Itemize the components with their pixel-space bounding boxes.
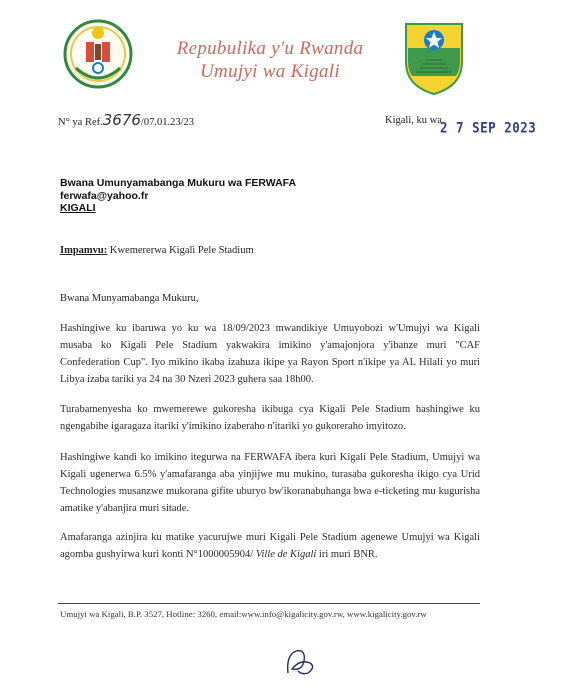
recipient-title: Bwana Umunyamabanga Mukuru wa FERWAFA <box>60 177 297 189</box>
subject-text: Kwemererwa Kigali Pele Stadium <box>107 245 254 256</box>
paragraph-3: Hashingiwe kandi ko imikino itegurwa na FERWAFA ibera kuri Kigali Pele Stadium, Umujyi wa Kigali ugenerwa 6.5% y'amafaranga aba yinjijwe mu mukino, turasaba gukoresha ikigo cya Urid Technologies musanzwe mukorana gifite uburyo bw'ikoranabuhanga bwa e-ticketing mu kugurisha amatike y'abanjira muri sitade. <box>60 452 480 514</box>
paragraph-1: Hashingiwe ku ibaruwa yo ku wa 18/09/2023 mwandikiye Umuyobozi w'Umujyi wa Kigali musaba ko Kigali Pele Stadium yakwakira imikino y'amajonjora y'ibanze muri "CAF Confederation Cup". Iyo mikino ikaba izahuza ikipe ya Rayon Sport n'ikipe ya AL Hilali yo muri Libya izaba tariki ya 24 na 30 Nzeri 2023 guhera saa 18h00. <box>60 323 480 385</box>
header-title-line2: Umujyi wa Kigali <box>200 61 340 82</box>
recipient-city: KIGALI <box>60 202 96 214</box>
signature-icon <box>282 645 318 679</box>
footer-contact: Umujyi wa Kigali, B.P. 3527, Hotline: 3260, email:www.info@kigalicity.gov.rw, www.kigalicity.gov.rw <box>60 609 427 619</box>
header-title-line1: Repubulika y'u Rwanda <box>176 38 364 59</box>
recipient-address <box>60 177 296 215</box>
paragraph-4-italic: Ville de Kigali <box>255 549 317 560</box>
paragraph-4 <box>60 529 480 563</box>
subject-label: Impamvu: <box>60 245 108 256</box>
salutation: Bwana Munyamabanga Mukuru, <box>60 293 199 304</box>
reference-number <box>58 111 194 129</box>
recipient-email: ferwafa@yahoo.fr <box>60 189 149 202</box>
date-stamp: 2 7 SEP 2023 <box>440 118 537 137</box>
paragraph-4-start: Amafaranga azinjira ku matike yacurujwe muri Kigali Pele Stadium agenewe Umujyi wa Kigali agomba gushyirwa kuri konti N°1000005904/ <box>60 532 480 560</box>
ref-handwritten-number: 3676 <box>102 111 141 129</box>
rwanda-coat-of-arms-icon <box>62 18 134 90</box>
subject-line <box>60 245 254 256</box>
footer-divider <box>58 603 480 604</box>
ref-suffix: /07.01.23/23 <box>140 117 195 128</box>
kigali-city-emblem-icon <box>400 18 468 96</box>
paragraph-2: Turabamenyesha ko mwemerewe gukoresha ikibuga cya Kigali Pele Stadium hashingiwe ku ngengabihe igaragaza itariki y'imikino izaberaho n'itariki yo gukoreraho imyitozo. <box>60 404 480 432</box>
header-title <box>150 37 390 83</box>
ref-prefix: N° ya Ref. <box>58 117 103 128</box>
place-date-label: Kigali, ku wa <box>385 115 442 126</box>
paragraph-4-end: iri muri BNR. <box>316 549 378 560</box>
